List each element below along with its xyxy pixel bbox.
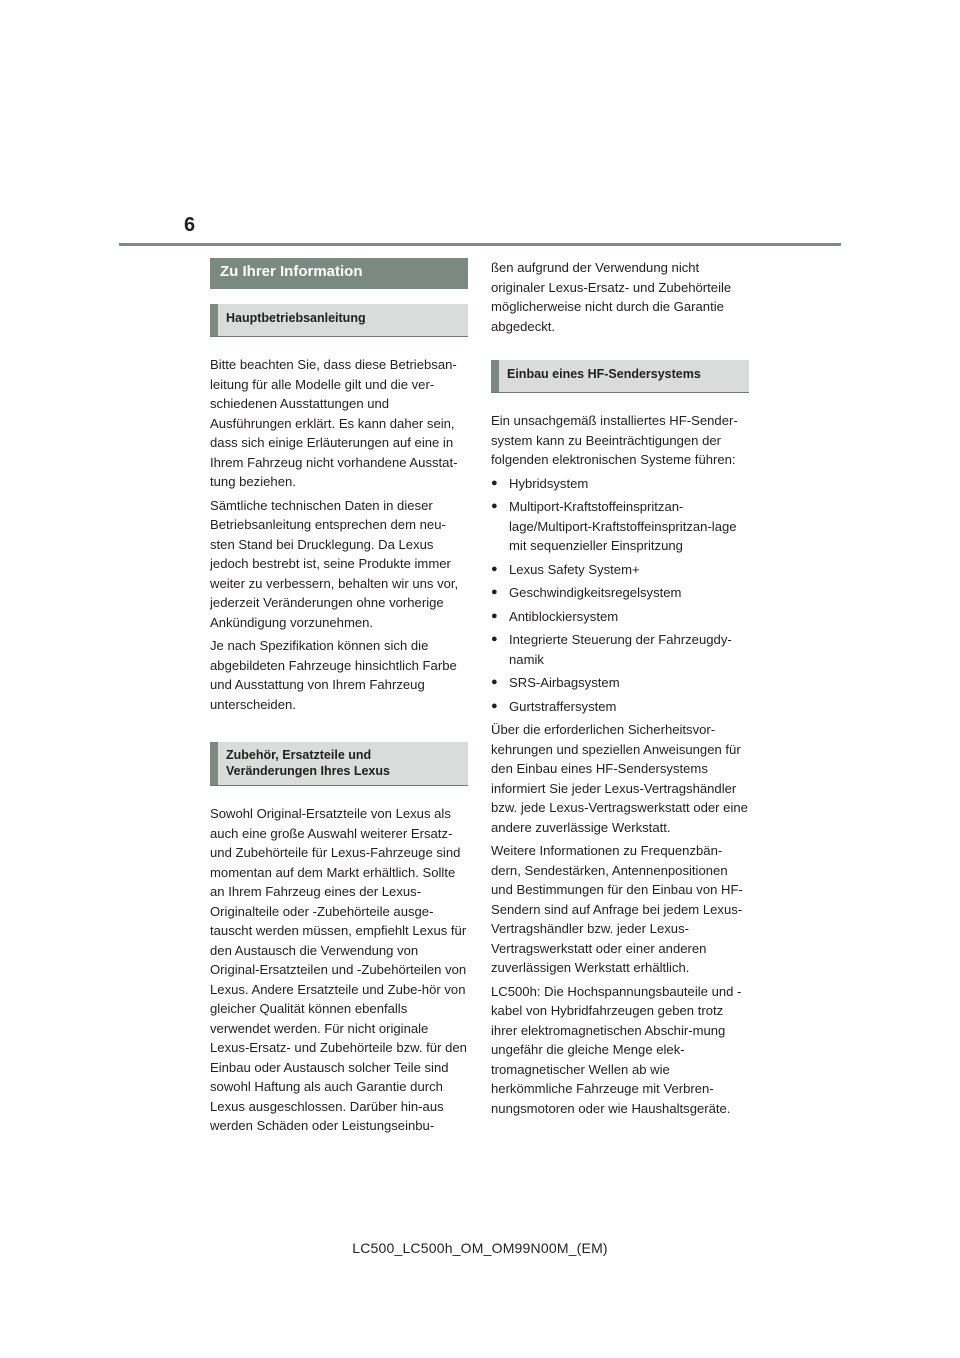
- subheading-zubehoer: [210, 742, 468, 786]
- list-item-text: Multiport-Kraftstoffeinspritzan-lage/Multiport-Kraftstoffeinspritzan-lage mit sequenzieller Einspritzung: [509, 499, 737, 553]
- subheading-text: Einbau eines HF-Sendersystems: [507, 367, 701, 381]
- bullet-icon: ●: [491, 476, 498, 489]
- bullet-list: [491, 474, 749, 717]
- subheading-bar: [210, 304, 218, 336]
- bullet-icon: ●: [491, 562, 498, 575]
- subheading-hauptbetriebsanleitung: [210, 304, 468, 337]
- paragraph: Weitere Informationen zu Frequenzbän-dern, Sendestärken, Antennenpositionen und Bestimmungen für den Einbau von HF-Sendern sind auf Anfrage bei jedem Lexus-Vertragshändler bzw. jeder Lexus-Vertragswerkstatt oder einer anderen zuverlässigen Werkstatt erhältlich.: [491, 843, 743, 975]
- list-item: [491, 583, 749, 603]
- subheading-hf-sendersystem: [491, 360, 749, 393]
- list-item: [491, 607, 749, 627]
- paragraph: Sowohl Original-Ersatzteile von Lexus als auch eine große Auswahl weiterer Ersatz- und Zubehörteile für Lexus-Fahrzeuge sind momentan auf dem Markt erhältlich. Sollte an Ihrem Fahrzeug eines der Lexus-Originalteile oder -Zubehörteile ausge-tauscht werden müssen, empfiehlt Lexus für den Austausch die Verwendung von Original-Ersatzteilen und -Zubehörteilen von Lexus. Andere Ersatzteile und Zube-hör von gleicher Qualität können ebenfalls verwendet werden. Für nicht originale Lexus-Ersatz- und Zubehörteile bzw. für den Einbau oder Austausch solcher Teile sind sowohl Haftung als auch Garantie durch Lexus ausgeschlossen. Darüber hin-aus werden Schäden oder Leistungseinbu-: [210, 806, 467, 1133]
- paragraph: Sämtliche technischen Daten in dieser Betriebsanleitung entsprechen dem neu-sten Stand bei Drucklegung. Da Lexus jedoch bestrebt ist, seine Produkte immer weiter zu verbessern, behalten wir uns vor, jederzeit Veränderungen ohne vorherige Ankündigung vorzunehmen.: [210, 497, 459, 630]
- section-title: Zu Ihrer Information: [210, 258, 468, 289]
- header-rule: [119, 243, 841, 246]
- paragraph: ßen aufgrund der Verwendung nicht originaler Lexus-Ersatz- und Zubehörteile möglicherweise nicht durch die Garantie abgedeckt.: [491, 260, 732, 334]
- list-item-text: Integrierte Steuerung der Fahrzeugdy-namik: [509, 632, 732, 667]
- subheading-bar: [210, 742, 218, 785]
- subheading-text: Zubehör, Ersatzteile und Veränderungen Ihres Lexus: [226, 748, 390, 778]
- subheading-text: Hauptbetriebsanleitung: [226, 311, 366, 325]
- paragraph: Über die erforderlichen Sicherheitsvor-kehrungen und speziellen Anweisungen für den Einbau eines HF-Sendersystems informiert Sie jeder Lexus-Vertragshändler bzw. jede Lexus-Vertragswerkstatt oder eine andere zuverlässige Werkstatt.: [491, 722, 748, 835]
- list-item: [491, 697, 749, 717]
- bullet-icon: ●: [491, 633, 498, 645]
- list-item-text: Antiblockiersystem: [509, 608, 619, 624]
- left-column: [210, 258, 468, 1140]
- bullet-icon: ●: [491, 676, 498, 688]
- list-item-text: Hybridsystem: [509, 475, 589, 491]
- bullet-icon: ●: [491, 586, 498, 598]
- bullet-icon: ●: [491, 500, 498, 512]
- right-column: [491, 258, 749, 1122]
- paragraph: Bitte beachten Sie, dass diese Betriebsan-leitung für alle Modelle gilt und die ver-schiedenen Ausstattungen und Ausführungen erklärt. Es kann daher sein, dass sich einige Erläuterungen auf eine in Ihrem Fahrzeug nicht vorhandene Ausstat-tung beziehen.: [210, 357, 458, 489]
- list-item-text: Gurtstraffersystem: [509, 698, 617, 714]
- document-code-footer: LC500_LC500h_OM_OM99N00M_(EM): [352, 1240, 608, 1256]
- list-item: [491, 673, 749, 693]
- list-item: [491, 560, 749, 580]
- page-number: 6: [184, 214, 196, 236]
- paragraph: Je nach Spezifikation können sich die abgebildeten Fahrzeuge hinsichtlich Farbe und Ausstattung von Ihrem Fahrzeug unterscheiden.: [210, 638, 457, 712]
- list-item-text: SRS-Airbagsystem: [509, 675, 620, 690]
- list-item-text: Lexus Safety System+: [509, 561, 640, 577]
- bullet-icon: ●: [491, 699, 498, 712]
- list-item: [491, 497, 749, 556]
- list-item-text: Geschwindigkeitsregelsystem: [509, 585, 682, 600]
- paragraph: LC500h: Die Hochspannungsbauteile und -kabel von Hybridfahrzeugen geben trotz ihrer elektromagnetischen Abschir-mung ungefähr die gleiche Menge elek-tromagnetischer Wellen ab wie herkömmliche Fahrzeuge mit Verbren-nungsmotoren oder wie Haushaltsgeräte.: [491, 983, 742, 1116]
- list-item: [491, 630, 749, 669]
- subheading-bar: [491, 360, 499, 392]
- bullet-icon: ●: [491, 609, 498, 622]
- list-item: [491, 474, 749, 494]
- paragraph: Ein unsachgemäß installiertes HF-Sender-system kann zu Beeinträchtigungen der folgenden elektronischen Systeme führen:: [491, 413, 738, 467]
